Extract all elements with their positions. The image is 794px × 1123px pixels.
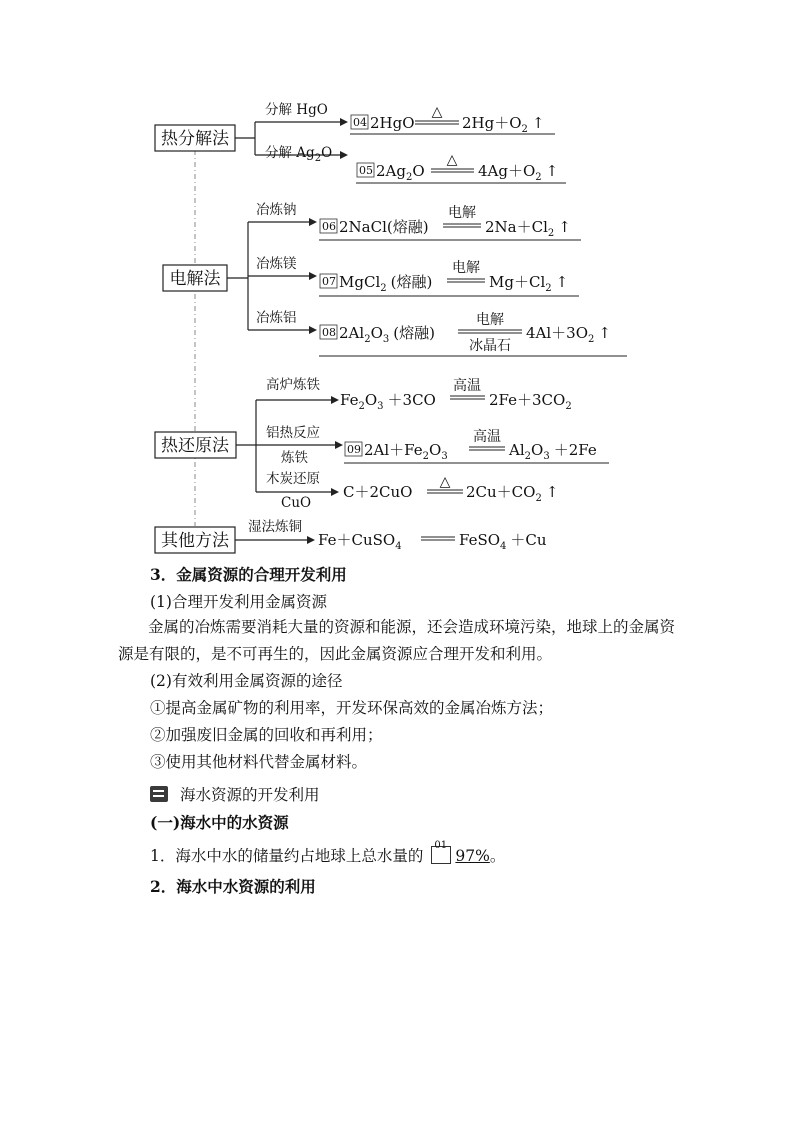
question-1 bbox=[150, 840, 506, 867]
subheading-2: (2)有效利用金属资源的途径 bbox=[150, 672, 343, 690]
svg-text:FeSO4＋Cu: FeSO$_4$ ＋Cu bbox=[459, 531, 547, 552]
svg-text:Mg＋Cl2↑: $Mg+Cl_2$ ↑ bbox=[489, 273, 569, 294]
section-title-text: 海水资源的开发利用 bbox=[180, 786, 320, 804]
question-2: 2．海水中水资源的利用 bbox=[150, 877, 316, 896]
equation-carbon bbox=[343, 474, 558, 504]
paragraph-1: 金属的冶炼需要消耗大量的资源和能源，还会造成环境污染，地球上的金属资源是有限的，是不可再生的，因此金属资源应合理开发和利用。 bbox=[118, 618, 676, 663]
svg-text:高温: 高温 bbox=[453, 378, 481, 394]
svg-text:电解: 电解 bbox=[476, 312, 504, 328]
branch-label-carbon-sub: CuO bbox=[281, 495, 312, 511]
svg-text:2Na＋Cl2↑: $2Na+Cl_2$ ↑ bbox=[485, 218, 571, 239]
svg-text:09: 09 bbox=[347, 443, 361, 456]
section-heading-3: 3．金属资源的合理开发利用 bbox=[150, 565, 347, 584]
svg-text:2HgO: 2HgO bbox=[370, 114, 415, 132]
category-label: 其他方法 bbox=[161, 531, 229, 551]
svg-text:高温: 高温 bbox=[473, 429, 501, 445]
svg-text:05: 05 bbox=[359, 164, 373, 177]
question-1-end: 。 bbox=[489, 847, 506, 865]
answer-blank-box bbox=[431, 840, 451, 864]
equation-ag2o bbox=[356, 152, 566, 183]
subsection-heading: (一)海水中的水资源 bbox=[150, 813, 289, 832]
svg-text:07: 07 bbox=[322, 275, 336, 288]
svg-text:△: △ bbox=[439, 474, 451, 490]
list-item-1: ①提高金属矿物的利用率，开发环保高效的金属冶炼方法； bbox=[150, 699, 554, 717]
svg-text:△: △ bbox=[446, 152, 458, 168]
category-other bbox=[155, 527, 235, 553]
svg-text:电解: 电解 bbox=[452, 260, 480, 276]
category-label: 热分解法 bbox=[161, 129, 229, 149]
category-label: 热还原法 bbox=[161, 436, 229, 456]
branch-label-thermite: 铝热反应 bbox=[266, 425, 320, 441]
branch-label-wet: 湿法炼铜 bbox=[248, 519, 302, 535]
answer-blank-number: 01 bbox=[434, 840, 448, 851]
answer-value: 97% bbox=[455, 847, 490, 865]
svg-text:04: 04 bbox=[353, 116, 367, 129]
equation-na bbox=[319, 204, 581, 240]
svg-text:△: △ bbox=[431, 104, 443, 120]
branch-label-ag2o: 分解 $Ag_2O$ bbox=[265, 145, 333, 164]
svg-text:2Fe＋3CO2: $2Fe+3CO_2$ bbox=[489, 391, 572, 412]
svg-text:06: 06 bbox=[322, 220, 336, 233]
svg-text:Al2O3＋2Fe: $Al_2O_3 +2Fe$ bbox=[509, 441, 597, 462]
svg-text:08: 08 bbox=[322, 326, 336, 339]
equation-thermite bbox=[344, 428, 609, 463]
svg-text:电解: 电解 bbox=[448, 205, 476, 221]
svg-text:4Al＋3O2↑: $4Al+3O_2$ ↑ bbox=[526, 324, 611, 345]
svg-text:2Hg＋O2↑: $2Hg+O_2$ ↑ bbox=[462, 114, 545, 135]
branch-label-al: 冶炼铝 bbox=[256, 310, 297, 326]
category-thermal-decomposition bbox=[155, 125, 235, 151]
svg-text:Fe2O3＋3CO: $Fe_2O_3 +3CO$ bbox=[340, 391, 436, 412]
section-icon bbox=[150, 786, 168, 802]
svg-text:Fe＋CuSO4: Fe＋CuSO$_4$ bbox=[318, 531, 402, 552]
list-item-3: ③使用其他材料代替金属材料。 bbox=[150, 753, 368, 771]
category-electrolysis bbox=[163, 265, 227, 291]
category-thermal-reduction bbox=[155, 432, 236, 458]
equation-hgo bbox=[350, 104, 555, 135]
metal-smelting-diagram bbox=[0, 0, 794, 560]
svg-text:MgCl2(熔融): MgCl$_2$ (熔融) bbox=[339, 273, 433, 294]
branch-label-hgo: 分解 HgO bbox=[265, 102, 328, 118]
svg-text:冰晶石: 冰晶石 bbox=[469, 338, 511, 354]
svg-text:2Ag2O: $2Ag_2O$ bbox=[376, 162, 425, 183]
question-1-text: 1．海水中水的储量约占地球上总水量的 bbox=[150, 847, 424, 865]
svg-text:2Cu＋CO2↑: $2Cu+CO_2$ ↑ bbox=[466, 483, 559, 504]
svg-text:4Ag＋O2↑: $4Ag+O_2$ ↑ bbox=[478, 162, 559, 183]
equation-wet bbox=[318, 531, 547, 552]
section-title-seawater bbox=[150, 784, 320, 806]
branch-label-mg: 冶炼镁 bbox=[256, 256, 297, 272]
subheading-1: (1)合理开发利用金属资源 bbox=[150, 593, 327, 611]
branch-label-fe: 高炉炼铁 bbox=[266, 377, 320, 393]
equation-fe bbox=[340, 377, 572, 412]
equation-mg bbox=[319, 259, 579, 296]
branch-label-thermite-sub: 炼铁 bbox=[281, 450, 308, 466]
svg-text:2Al＋Fe2O3: $2Al+Fe_2O_3$ bbox=[364, 441, 448, 462]
list-item-2: ②加强废旧金属的回收和再利用； bbox=[150, 726, 383, 744]
svg-text:2NaCl(熔融): 2NaCl(熔融) bbox=[339, 218, 429, 236]
category-label: 电解法 bbox=[169, 269, 221, 289]
svg-text:2Al2O3(熔融): $2Al_2O_3$ (熔融) bbox=[339, 324, 435, 345]
branch-label-na: 冶炼钠 bbox=[256, 202, 297, 218]
equation-al bbox=[319, 311, 627, 356]
branch-label-carbon: 木炭还原 bbox=[266, 471, 320, 487]
svg-text:C＋2CuO: C＋2CuO bbox=[343, 483, 413, 501]
